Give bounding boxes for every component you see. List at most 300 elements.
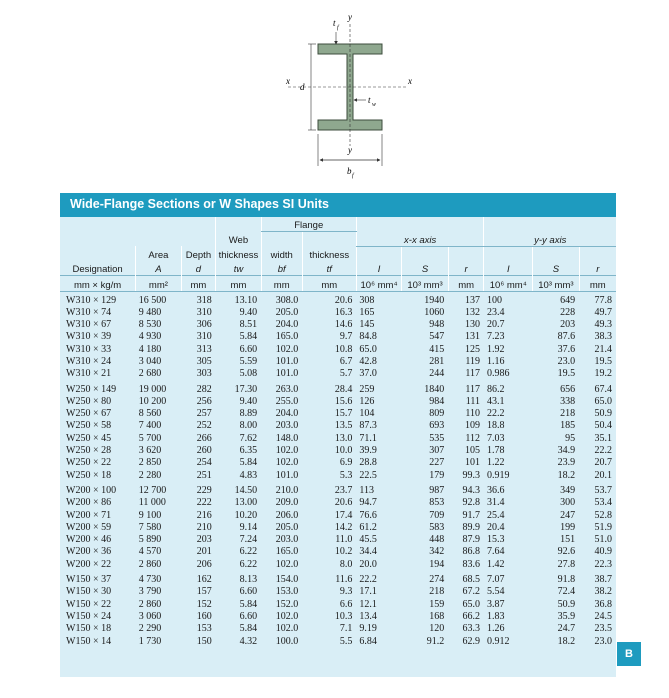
designation-cell: W250 × 58 bbox=[66, 420, 112, 432]
d-label: d bbox=[300, 82, 305, 92]
value-cell: 9.40 bbox=[239, 306, 258, 318]
value-cell: 99.3 bbox=[462, 469, 480, 481]
value-cell: 244 bbox=[429, 368, 445, 380]
value-cell: 649 bbox=[560, 294, 576, 306]
value-cell: 9.19 bbox=[359, 623, 377, 635]
value-cell: 3 060 bbox=[138, 610, 162, 622]
unit-cell: mm² bbox=[136, 275, 181, 291]
value-cell: 20.7 bbox=[594, 457, 612, 469]
designation-cell: W250 × 80 bbox=[66, 395, 112, 407]
flange-header: Flange bbox=[261, 217, 356, 232]
table-row bbox=[60, 433, 616, 445]
unit-cell: mm bbox=[181, 275, 216, 291]
value-cell: 131 bbox=[464, 331, 480, 343]
value-cell: 15.7 bbox=[334, 408, 353, 420]
value-cell: 227 bbox=[429, 457, 445, 469]
value-cell: 206.0 bbox=[275, 509, 299, 521]
value-cell: 86.8 bbox=[462, 546, 480, 558]
table-row bbox=[60, 482, 616, 497]
value-cell: 415 bbox=[429, 343, 445, 355]
table-row bbox=[60, 396, 616, 408]
value-cell: 19.5 bbox=[557, 368, 576, 380]
value-cell: 535 bbox=[429, 432, 445, 444]
value-cell: 185 bbox=[560, 420, 576, 432]
value-cell: 205.0 bbox=[275, 306, 299, 318]
value-cell: 18.2 bbox=[557, 635, 576, 647]
value-cell: 204.0 bbox=[275, 408, 299, 420]
value-cell: 318 bbox=[196, 294, 212, 306]
table-row bbox=[60, 599, 616, 611]
value-cell: 709 bbox=[429, 509, 445, 521]
value-cell: 338 bbox=[560, 395, 576, 407]
table-row bbox=[60, 510, 616, 522]
value-cell: 37.0 bbox=[359, 368, 377, 380]
flange-width-header: width bbox=[261, 246, 302, 261]
value-cell: 8 530 bbox=[138, 319, 162, 331]
value-cell: 94.3 bbox=[462, 484, 480, 496]
value-cell: 1840 bbox=[424, 383, 445, 395]
tw-symbol: tw bbox=[216, 261, 261, 276]
value-cell: 34.4 bbox=[359, 546, 377, 558]
value-cell: 67.2 bbox=[462, 586, 480, 598]
value-cell: 24.7 bbox=[557, 623, 576, 635]
designation-cell: W250 × 18 bbox=[66, 469, 112, 481]
designation-cell: W200 × 59 bbox=[66, 521, 112, 533]
value-cell: 4 180 bbox=[138, 343, 162, 355]
value-cell: 91.7 bbox=[462, 509, 480, 521]
value-cell: 50.4 bbox=[594, 420, 612, 432]
value-cell: 2 290 bbox=[138, 623, 162, 635]
value-cell: 132 bbox=[464, 306, 480, 318]
value-cell: 281 bbox=[429, 355, 445, 367]
value-cell: 274 bbox=[429, 574, 445, 586]
value-cell: 1.16 bbox=[486, 355, 505, 367]
value-cell: 204.0 bbox=[275, 319, 299, 331]
value-cell: 65.0 bbox=[594, 395, 612, 407]
value-cell: 9.3 bbox=[339, 586, 353, 598]
value-cell: 7.24 bbox=[239, 534, 258, 546]
tw-sub-label: w bbox=[372, 102, 377, 108]
bf-sub-label: f bbox=[352, 173, 354, 179]
value-cell: 16 500 bbox=[138, 294, 167, 306]
unit-cell: mm bbox=[216, 275, 261, 291]
designation-cell: W250 × 45 bbox=[66, 432, 112, 444]
value-cell: 9.7 bbox=[339, 331, 353, 343]
value-cell: 61.2 bbox=[359, 521, 377, 533]
value-cell: 308 bbox=[359, 294, 375, 306]
value-cell: 228 bbox=[560, 306, 576, 318]
unit-cell: mm bbox=[302, 275, 356, 291]
value-cell: 10.0 bbox=[334, 445, 353, 457]
designation-cell: W150 × 24 bbox=[66, 610, 112, 622]
value-cell: 6.60 bbox=[239, 610, 258, 622]
value-cell: 0.919 bbox=[486, 469, 510, 481]
value-cell: 83.6 bbox=[462, 558, 480, 570]
value-cell: 137 bbox=[464, 294, 480, 306]
value-cell: 5 700 bbox=[138, 432, 162, 444]
designation-cell: W310 × 21 bbox=[66, 368, 112, 380]
value-cell: 5.84 bbox=[239, 623, 258, 635]
web-header: Web bbox=[216, 232, 261, 247]
value-cell: 21.4 bbox=[594, 343, 612, 355]
value-cell: 92.6 bbox=[557, 546, 576, 558]
value-cell: 6.35 bbox=[239, 445, 258, 457]
value-cell: 310 bbox=[196, 306, 212, 318]
value-cell: 86.2 bbox=[486, 383, 505, 395]
table-row bbox=[60, 368, 616, 380]
value-cell: 13.0 bbox=[334, 432, 353, 444]
value-cell: 23.7 bbox=[334, 484, 353, 496]
value-cell: 19.5 bbox=[594, 355, 612, 367]
value-cell: 7.23 bbox=[486, 331, 505, 343]
value-cell: 7 400 bbox=[138, 420, 162, 432]
value-cell: 342 bbox=[429, 546, 445, 558]
value-cell: 201 bbox=[196, 546, 212, 558]
value-cell: 66.2 bbox=[462, 610, 480, 622]
value-cell: 68.5 bbox=[462, 574, 480, 586]
table-row bbox=[60, 611, 616, 623]
value-cell: 8 560 bbox=[138, 408, 162, 420]
tf-sub-label: f bbox=[337, 25, 339, 31]
value-cell: 6.84 bbox=[359, 635, 377, 647]
value-cell: 130 bbox=[464, 319, 480, 331]
value-cell: 11 000 bbox=[138, 497, 166, 509]
value-cell: 7.07 bbox=[486, 574, 505, 586]
value-cell: 101.0 bbox=[275, 355, 299, 367]
units-row bbox=[60, 275, 616, 291]
unit-cell: mm bbox=[448, 275, 484, 291]
value-cell: 101 bbox=[464, 457, 480, 469]
table-body bbox=[60, 291, 616, 648]
bf-symbol: bf bbox=[261, 261, 302, 276]
table-row bbox=[60, 408, 616, 420]
value-cell: 7 580 bbox=[138, 521, 162, 533]
value-cell: 257 bbox=[196, 408, 212, 420]
value-cell: 40.9 bbox=[594, 546, 612, 558]
value-cell: 20.7 bbox=[486, 319, 505, 331]
designation-cell: W150 × 14 bbox=[66, 635, 112, 647]
value-cell: 28.8 bbox=[359, 457, 377, 469]
value-cell: 51.0 bbox=[594, 534, 612, 546]
designation-cell: W200 × 22 bbox=[66, 558, 112, 570]
value-cell: 102.0 bbox=[275, 343, 299, 355]
value-cell: 5.7 bbox=[339, 368, 353, 380]
table-title-bar bbox=[60, 193, 616, 217]
iy-symbol: I bbox=[484, 261, 533, 276]
value-cell: 117 bbox=[465, 368, 480, 380]
value-cell: 109 bbox=[464, 420, 480, 432]
value-cell: 1.83 bbox=[486, 610, 505, 622]
value-cell: 9 100 bbox=[138, 509, 162, 521]
value-cell: 255.0 bbox=[275, 395, 299, 407]
value-cell: 15.6 bbox=[334, 395, 353, 407]
value-cell: 305 bbox=[196, 355, 212, 367]
x-right-label: x bbox=[408, 76, 412, 86]
table-row bbox=[60, 534, 616, 546]
value-cell: 448 bbox=[429, 534, 445, 546]
tf-label: t bbox=[333, 18, 336, 28]
value-cell: 987 bbox=[429, 484, 445, 496]
value-cell: 152 bbox=[196, 598, 212, 610]
value-cell: 1060 bbox=[424, 306, 445, 318]
value-cell: 153.0 bbox=[275, 586, 299, 598]
designation-cell: W250 × 67 bbox=[66, 408, 112, 420]
value-cell: 34.9 bbox=[557, 445, 576, 457]
value-cell: 2 280 bbox=[138, 469, 162, 481]
table-row bbox=[60, 381, 616, 396]
value-cell: 27.8 bbox=[557, 558, 576, 570]
value-cell: 1940 bbox=[424, 294, 445, 306]
unit-cell: 10⁶ mm⁴ bbox=[356, 275, 401, 291]
value-cell: 216 bbox=[196, 509, 212, 521]
value-cell: 49.3 bbox=[594, 319, 612, 331]
value-cell: 2 680 bbox=[138, 368, 162, 380]
value-cell: 5.54 bbox=[486, 586, 505, 598]
value-cell: 151 bbox=[560, 534, 576, 546]
value-cell: 126 bbox=[359, 395, 375, 407]
value-cell: 89.9 bbox=[462, 521, 480, 533]
value-cell: 6.6 bbox=[339, 598, 353, 610]
value-cell: 203.0 bbox=[275, 420, 299, 432]
value-cell: 203.0 bbox=[275, 534, 299, 546]
value-cell: 5.84 bbox=[239, 331, 258, 343]
value-cell: 310 bbox=[196, 331, 212, 343]
unit-cell: mm × kg/m bbox=[60, 275, 136, 291]
value-cell: 0.986 bbox=[486, 368, 510, 380]
value-cell: 65.0 bbox=[359, 343, 377, 355]
value-cell: 145 bbox=[359, 319, 375, 331]
table-row bbox=[60, 546, 616, 558]
value-cell: 218 bbox=[429, 586, 445, 598]
value-cell: 23.4 bbox=[486, 306, 505, 318]
value-cell: 259 bbox=[359, 383, 375, 395]
value-cell: 3 620 bbox=[138, 445, 162, 457]
value-cell: 91.8 bbox=[557, 574, 576, 586]
value-cell: 102.0 bbox=[275, 445, 299, 457]
value-cell: 22.2 bbox=[359, 574, 377, 586]
y-top-label: y bbox=[348, 12, 352, 22]
value-cell: 87.3 bbox=[359, 420, 377, 432]
unit-cell: mm bbox=[579, 275, 616, 291]
value-cell: 7.62 bbox=[239, 432, 258, 444]
value-cell: 22.2 bbox=[594, 445, 612, 457]
designation-cell: W250 × 28 bbox=[66, 445, 112, 457]
value-cell: 5.08 bbox=[239, 368, 258, 380]
value-cell: 23.5 bbox=[594, 623, 612, 635]
value-cell: 194 bbox=[429, 558, 445, 570]
value-cell: 266 bbox=[196, 432, 212, 444]
value-cell: 23.0 bbox=[594, 635, 612, 647]
designation-cell: W150 × 18 bbox=[66, 623, 112, 635]
designation-cell: W250 × 149 bbox=[66, 383, 117, 395]
value-cell: 20.6 bbox=[334, 497, 353, 509]
value-cell: 7.64 bbox=[486, 546, 505, 558]
value-cell: 693 bbox=[429, 420, 445, 432]
value-cell: 43.1 bbox=[486, 395, 505, 407]
table-row bbox=[60, 586, 616, 598]
value-cell: 254 bbox=[196, 457, 212, 469]
tw-label: t bbox=[368, 95, 371, 105]
value-cell: 111 bbox=[465, 395, 480, 407]
value-cell: 100 bbox=[486, 294, 502, 306]
table-row bbox=[60, 522, 616, 534]
value-cell: 18.8 bbox=[486, 420, 505, 432]
value-cell: 8.00 bbox=[239, 420, 258, 432]
value-cell: 52.8 bbox=[594, 509, 612, 521]
value-cell: 20.6 bbox=[334, 294, 353, 306]
value-cell: 35.1 bbox=[594, 432, 612, 444]
value-cell: 11.6 bbox=[335, 574, 353, 586]
value-cell: 165.0 bbox=[275, 331, 299, 343]
tf-symbol: tf bbox=[302, 261, 356, 276]
area-header: Area bbox=[136, 246, 181, 261]
table-row bbox=[60, 445, 616, 457]
xx-axis-header: x-x axis bbox=[356, 232, 484, 247]
value-cell: 160 bbox=[196, 610, 212, 622]
value-cell: 5.84 bbox=[239, 598, 258, 610]
value-cell: 583 bbox=[429, 521, 445, 533]
value-cell: 313 bbox=[196, 343, 212, 355]
value-cell: 6.9 bbox=[339, 457, 353, 469]
value-cell: 50.9 bbox=[594, 408, 612, 420]
value-cell: 809 bbox=[429, 408, 445, 420]
value-cell: 206 bbox=[196, 558, 212, 570]
value-cell: 4 570 bbox=[138, 546, 162, 558]
value-cell: 100.0 bbox=[275, 635, 299, 647]
value-cell: 1 730 bbox=[138, 635, 162, 647]
value-cell: 307 bbox=[429, 445, 445, 457]
designation-cell: W200 × 46 bbox=[66, 534, 112, 546]
value-cell: 165 bbox=[359, 306, 375, 318]
a-symbol: A bbox=[136, 261, 181, 276]
value-cell: 218 bbox=[560, 408, 576, 420]
table-row bbox=[60, 623, 616, 635]
designation-cell: W310 × 39 bbox=[66, 331, 112, 343]
value-cell: 150 bbox=[196, 635, 212, 647]
x-left-label: x bbox=[286, 76, 290, 86]
value-cell: 4 730 bbox=[138, 574, 162, 586]
value-cell: 165.0 bbox=[275, 546, 299, 558]
yy-axis-header: y-y axis bbox=[484, 232, 616, 247]
w-shape-cross-section-diagram bbox=[268, 8, 438, 183]
value-cell: 38.2 bbox=[594, 586, 612, 598]
value-cell: 119 bbox=[465, 355, 480, 367]
table-row bbox=[60, 470, 616, 482]
ix-symbol: I bbox=[356, 261, 401, 276]
value-cell: 95 bbox=[565, 432, 576, 444]
value-cell: 8.0 bbox=[339, 558, 353, 570]
value-cell: 38.3 bbox=[594, 331, 612, 343]
value-cell: 168 bbox=[429, 610, 445, 622]
value-cell: 53.7 bbox=[594, 484, 612, 496]
value-cell: 349 bbox=[560, 484, 576, 496]
value-cell: 5.5 bbox=[339, 635, 353, 647]
web-thickness-header: thickness bbox=[216, 246, 261, 261]
designation-cell: W200 × 71 bbox=[66, 509, 112, 521]
value-cell: 38.7 bbox=[594, 574, 612, 586]
value-cell: 210.0 bbox=[275, 484, 299, 496]
value-cell: 2 860 bbox=[138, 558, 162, 570]
value-cell: 53.4 bbox=[594, 497, 612, 509]
ry-symbol: r bbox=[579, 261, 616, 276]
value-cell: 36.8 bbox=[594, 598, 612, 610]
value-cell: 9.14 bbox=[239, 521, 258, 533]
value-cell: 22.2 bbox=[486, 408, 505, 420]
value-cell: 1.22 bbox=[486, 457, 505, 469]
value-cell: 162 bbox=[196, 574, 212, 586]
value-cell: 205.0 bbox=[275, 521, 299, 533]
value-cell: 3 790 bbox=[138, 586, 162, 598]
value-cell: 948 bbox=[429, 319, 445, 331]
designation-cell: W250 × 22 bbox=[66, 457, 112, 469]
table-row bbox=[60, 291, 616, 307]
designation-cell: W310 × 129 bbox=[66, 294, 117, 306]
value-cell: 63.3 bbox=[462, 623, 480, 635]
value-cell: 7.1 bbox=[339, 623, 353, 635]
value-cell: 72.4 bbox=[557, 586, 576, 598]
value-cell: 6.60 bbox=[239, 586, 258, 598]
value-cell: 87.6 bbox=[557, 331, 576, 343]
value-cell: 5.59 bbox=[239, 355, 258, 367]
value-cell: 42.8 bbox=[359, 355, 377, 367]
value-cell: 17.30 bbox=[234, 383, 258, 395]
value-cell: 91.2 bbox=[426, 635, 445, 647]
value-cell: 153 bbox=[196, 623, 212, 635]
value-cell: 20.0 bbox=[359, 558, 377, 570]
table-row bbox=[60, 331, 616, 343]
value-cell: 49.7 bbox=[594, 306, 612, 318]
value-cell: 23.0 bbox=[557, 355, 576, 367]
value-cell: 71.1 bbox=[359, 432, 377, 444]
table-row bbox=[60, 571, 616, 586]
value-cell: 203 bbox=[196, 534, 212, 546]
value-cell: 14.6 bbox=[334, 319, 353, 331]
value-cell: 222 bbox=[196, 497, 212, 509]
value-cell: 282 bbox=[196, 383, 212, 395]
y-bottom-label: y bbox=[348, 145, 352, 155]
value-cell: 51.9 bbox=[594, 521, 612, 533]
sx-symbol: S bbox=[402, 261, 449, 276]
value-cell: 16.3 bbox=[334, 306, 353, 318]
value-cell: 251 bbox=[196, 469, 212, 481]
designation-cell: W200 × 100 bbox=[66, 484, 117, 496]
value-cell: 306 bbox=[196, 319, 212, 331]
value-cell: 6.7 bbox=[339, 355, 353, 367]
value-cell: 117 bbox=[465, 383, 480, 395]
value-cell: 4.83 bbox=[239, 469, 258, 481]
value-cell: 5.3 bbox=[339, 469, 353, 481]
value-cell: 10.8 bbox=[334, 343, 353, 355]
unit-cell: 10⁶ mm⁴ bbox=[484, 275, 533, 291]
w-shapes-table bbox=[60, 217, 616, 648]
value-cell: 9.40 bbox=[239, 395, 258, 407]
value-cell: 18.2 bbox=[557, 469, 576, 481]
value-cell: 76.6 bbox=[359, 509, 377, 521]
value-cell: 101.0 bbox=[275, 469, 299, 481]
table-row bbox=[60, 420, 616, 432]
value-cell: 36.6 bbox=[486, 484, 505, 496]
value-cell: 179 bbox=[429, 469, 445, 481]
value-cell: 210 bbox=[196, 521, 212, 533]
value-cell: 67.4 bbox=[594, 383, 612, 395]
designation-cell: W310 × 74 bbox=[66, 306, 112, 318]
value-cell: 4.32 bbox=[239, 635, 258, 647]
value-cell: 308.0 bbox=[275, 294, 299, 306]
value-cell: 252 bbox=[196, 420, 212, 432]
value-cell: 25.4 bbox=[486, 509, 505, 521]
value-cell: 159 bbox=[429, 598, 445, 610]
designation-cell: W200 × 36 bbox=[66, 546, 112, 558]
